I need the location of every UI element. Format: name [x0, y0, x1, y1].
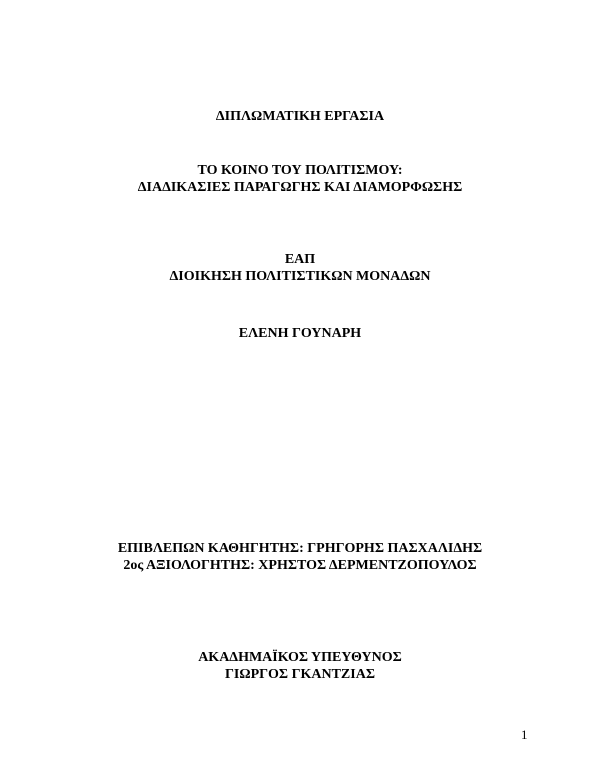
thesis-title-line-2: ΔΙΑΔΙΚΑΣΙΕΣ ΠΑΡΑΓΩΓΗΣ ΚΑΙ ΔΙΑΜΟΡΦΩΣΗΣ [137, 180, 463, 195]
second-examiner-line: 2ος ΑΞΙΟΛΟΓΗΤΗΣ: ΧΡΗΣΤΟΣ ΔΕΡΜΕΝΤΖΟΠΟΥΛΟΣ [123, 558, 477, 573]
thesis-type-heading: ΔΙΠΛΩΜΑΤΙΚΗ ΕΡΓΑΣΙΑ [215, 109, 385, 124]
academic-responsible-label: ΑΚΑΔΗΜΑΪΚΟΣ ΥΠΕΥΘΥΝΟΣ [198, 650, 402, 665]
supervisor-line: ΕΠΙΒΛΕΠΩΝ ΚΑΘΗΓΗΤΗΣ: ΓΡΗΓΟΡΗΣ ΠΑΣΧΑΛΙΔΗΣ [117, 541, 483, 556]
academic-responsible-name: ΓΙΩΡΓΟΣ ΓΚΑΝΤΖΙΑΣ [225, 667, 375, 682]
program-name: ΔΙΟΙΚΗΣΗ ΠΟΛΙΤΙΣΤΙΚΩΝ ΜΟΝΑΔΩΝ [169, 269, 431, 284]
author-name: ΕΛΕΝΗ ΓΟΥΝΑΡΗ [238, 326, 362, 341]
page-number: 1 [521, 727, 528, 742]
institution-name: ΕΑΠ [284, 252, 316, 267]
thesis-title-line-1: ΤΟ ΚΟΙΝΟ ΤΟΥ ΠΟΛΙΤΙΣΜΟΥ: [197, 163, 403, 178]
